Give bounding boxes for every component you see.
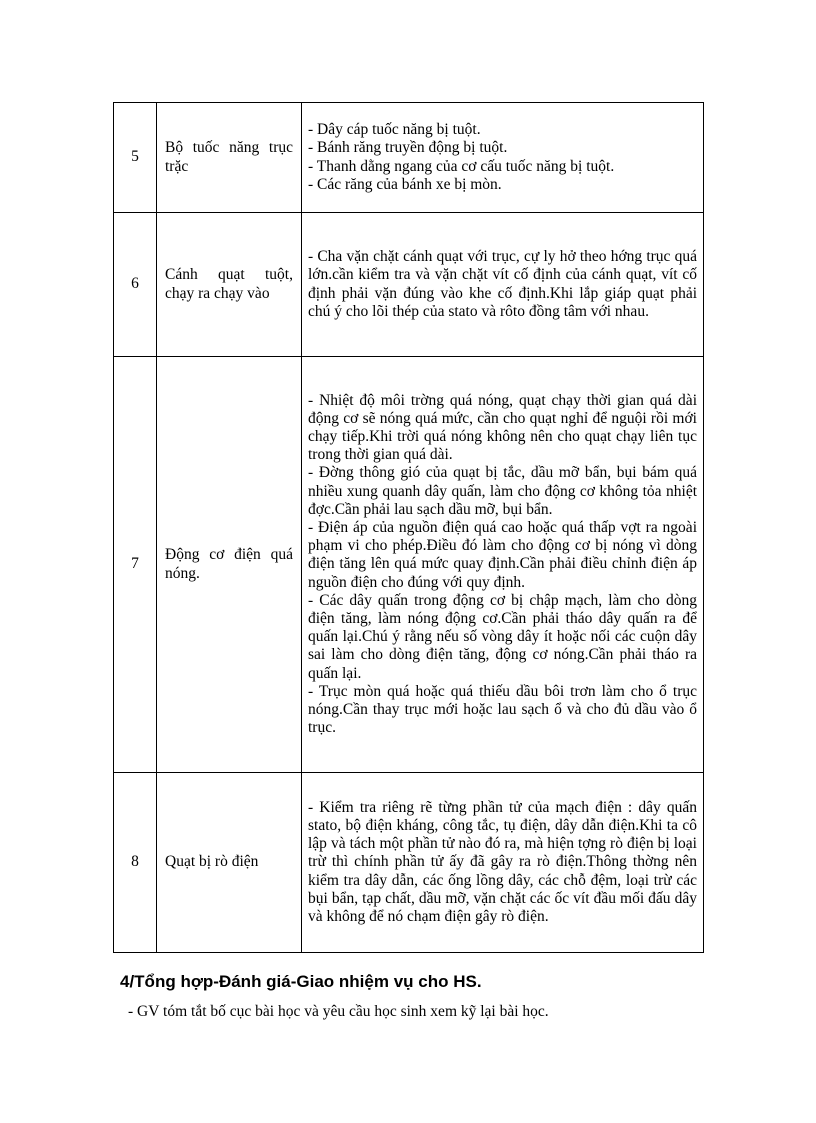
table-row xyxy=(114,773,704,953)
fault-name: Quạt bị rò điện xyxy=(157,773,302,953)
remedy-line: - Kiểm tra riêng rẽ từng phần tử của mạch điện : dây quấn stato, bộ điện kháng, công tắc, tụ điện, dây dẫn điện.Khi ta cô lập và tách một phần tử nào đó ra, mà hiện tợng rò điện bị loại trừ thì chính phần tử ấy đã gây ra rò điện.Thông thờng nên kiểm tra dây dẫn, các ống lồng dây, các chỗ đệm, loại trừ các bụi bẩn, tạp chất, dầu mỡ, vặn chặt các ốc vít đầu mối đấu dây và không để nó chạm điện gây rò điện. xyxy=(308,798,697,925)
row-number: 7 xyxy=(114,357,157,773)
fault-remedy xyxy=(302,357,704,773)
fault-remedy xyxy=(302,103,704,213)
remedy-line: - Dây cáp tuốc năng bị tuột. xyxy=(308,121,481,139)
summary-text: - GV tóm tắt bố cục bài học và yêu cầu học sinh xem kỹ lại bài học. xyxy=(128,1003,549,1020)
remedy-line: - Các răng của bánh xe bị mòn. xyxy=(308,175,502,193)
fault-remedy xyxy=(302,213,704,357)
remedy-line: - Nhiệt độ môi trờng quá nóng, quạt chạy thời gian quá dài động cơ sẽ nóng quá mức, cần cho quạt nghỉ để nguội rồi mới chạy tiếp.Khi trời quá nóng không nên cho quạt chạy liên tục trong thời gian quá dài. xyxy=(308,391,697,464)
fault-name: Bộ tuốc năng trục trặc xyxy=(157,103,302,213)
table-row xyxy=(114,213,704,357)
remedy-line: - Trục mòn quá hoặc quá thiếu dầu bôi trơn làm cho ổ trục nóng.Cần thay trục mới hoặc lau sạch ổ và cho đủ dầu vào ổ trục. xyxy=(308,682,697,737)
remedy-line: - Các dây quấn trong động cơ bị chập mạch, làm cho dòng điện tăng, làm nóng động cơ.Cần phải tháo dây quấn ra để quấn lại.Chú ý rằng nếu số vòng dây ít hoặc nối các cuộn dây sai làm cho dòng điện tăng, động cơ nóng.Cần phải tháo ra quấn lại. xyxy=(308,591,697,682)
section-heading: 4/Tổng hợp-Đánh giá-Giao nhiệm vụ cho HS. xyxy=(120,972,482,991)
fault-name: Động cơ điện quá nóng. xyxy=(157,357,302,773)
fault-table xyxy=(113,102,704,953)
row-number: 8 xyxy=(114,773,157,953)
row-number: 5 xyxy=(114,103,157,213)
remedy-line: - Đờng thông gió của quạt bị tắc, dầu mỡ bẩn, bụi bám quá nhiều xung quanh dây quấn, làm cho động cơ không tỏa nhiệt đợc.Cần phải lau sạch dầu mỡ, bụi bẩn. xyxy=(308,464,697,518)
remedy-line: - Bánh răng truyền động bị tuột. xyxy=(308,139,508,157)
row-number: 6 xyxy=(114,213,157,357)
fault-remedy xyxy=(302,773,704,953)
fault-name: Cánh quạt tuột, chạy ra chạy vào xyxy=(157,213,302,357)
remedy-line: - Thanh dằng ngang của cơ cấu tuốc năng bị tuột. xyxy=(308,157,615,175)
table-row xyxy=(114,357,704,773)
table-row xyxy=(114,103,704,213)
remedy-line: - Cha vặn chặt cánh quạt với trục, cự ly hở theo hớng trục quá lớn.cần kiểm tra và vặn chặt vít cố định của cánh quạt, vít cố định phải vặn đúng vào khe cố định.Khi lắp giáp quạt phải chú ý cho lõi thép của stato và rôto đồng tâm với nhau. xyxy=(308,248,697,320)
remedy-line: - Điện áp của nguồn điện quá cao hoặc quá thấp vợt ra ngoài phạm vi cho phép.Điều đó làm cho động cơ bị nóng vì dòng điện tăng lên quá mức quay định.Cần phải điều chỉnh điện áp nguồn điện cho đúng với quy định. xyxy=(308,518,697,591)
